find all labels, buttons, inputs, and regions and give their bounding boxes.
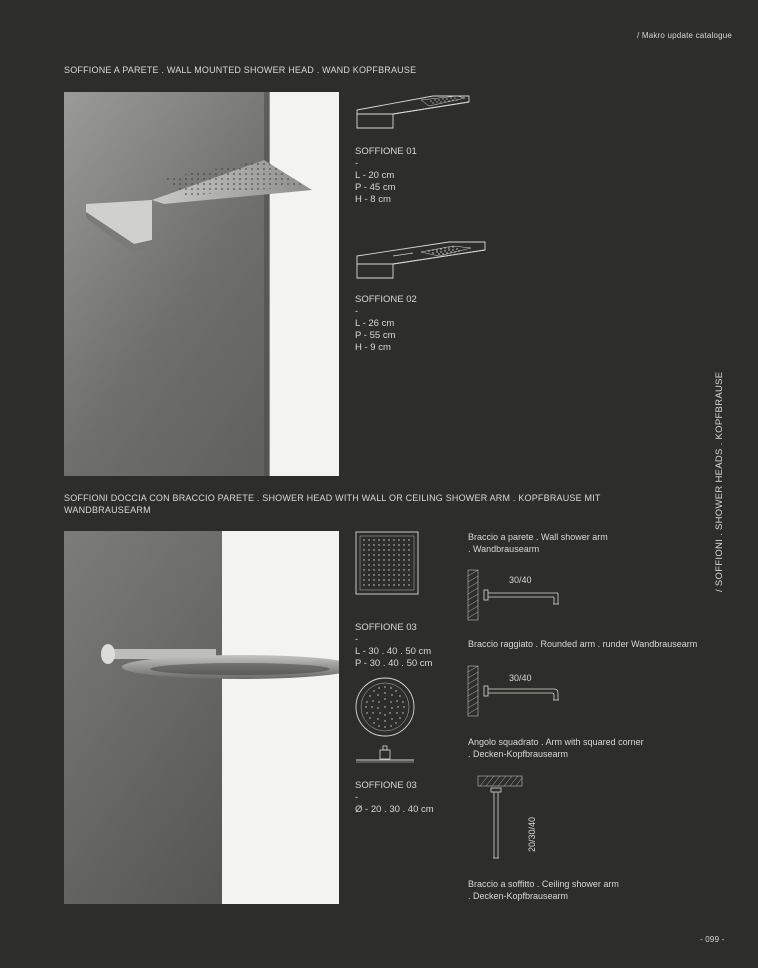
product-dim: L - 30 . 40 . 50 cm (355, 646, 432, 657)
page-number: - 099 - (700, 935, 725, 944)
section2-title-line2: WANDBRAUSEARM (64, 505, 151, 515)
arm-squared-caption (468, 736, 708, 760)
product-dash: - (355, 158, 359, 169)
product-photo-round-shower-head (64, 531, 339, 904)
arm-caption-line2: . Wandbrausearm (468, 544, 540, 554)
drawing-soffione-02 (353, 234, 489, 282)
product-dim: Ø - 20 . 30 . 40 cm (355, 804, 434, 815)
product-photo-wall-shower-head (64, 92, 339, 476)
product-soffione-01 (355, 146, 417, 206)
drawing-soffione-01 (353, 92, 473, 134)
arm-ceiling-size: 20/30/40 (527, 816, 537, 852)
drawing-round-head (354, 676, 416, 764)
section2-title-line1: SOFFIONI DOCCIA CON BRACCIO PARETE . SHOWER HEAD WITH WALL OR CEILING SHOWER ARM . KOPFBRAUSE MIT (64, 493, 601, 503)
product-soffione-03-round (355, 780, 434, 816)
product-dim: P - 45 cm (355, 182, 396, 193)
section2-title (64, 492, 674, 516)
product-dash: - (355, 792, 359, 803)
product-dim: H - 9 cm (355, 342, 391, 353)
product-soffione-02 (355, 294, 417, 354)
arm-wall-size: 30/40 (509, 575, 532, 585)
product-dim: H - 8 cm (355, 194, 391, 205)
product-dim: L - 20 cm (355, 170, 395, 181)
product-dim: P - 55 cm (355, 330, 396, 341)
arm-rounded-caption (468, 638, 708, 650)
product-dim: P - 30 . 40 . 50 cm (355, 658, 433, 669)
section1-title: SOFFIONE A PARETE . WALL MOUNTED SHOWER HEAD . WAND KOPFBRAUSE (64, 65, 417, 75)
drawing-ceiling-arm (476, 774, 526, 864)
product-name: SOFFIONE 01 (355, 146, 417, 157)
arm-ceiling-caption (468, 878, 708, 902)
arm-caption-line2: . Decken-Kopfbrausearm (468, 749, 569, 759)
product-name: SOFFIONE 03 (355, 780, 417, 791)
side-category-label: / SOFFIONI . SHOWER HEADS . KOPFBRAUSE (714, 371, 725, 592)
arm-caption-line1: Angolo squadrato . Arm with squared corner (468, 737, 644, 747)
product-name: SOFFIONE 03 (355, 622, 417, 633)
arm-wall-caption (468, 531, 708, 555)
product-dim: L - 26 cm (355, 318, 395, 329)
product-dash: - (355, 306, 359, 317)
product-soffione-03-square (355, 622, 432, 670)
arm-caption-line2: . Decken-Kopfbrausearm (468, 891, 569, 901)
product-dash: - (355, 634, 359, 645)
drawing-square-head (355, 531, 419, 595)
arm-rounded-size: 30/40 (509, 673, 532, 683)
product-name: SOFFIONE 02 (355, 294, 417, 305)
arm-caption-line1: Braccio a parete . Wall shower arm (468, 532, 608, 542)
arm-caption-line1: Braccio raggiato . Rounded arm . runder Wandbrausearm (468, 639, 698, 649)
catalogue-header: / Makro update catalogue (637, 31, 733, 40)
arm-caption-line1: Braccio a soffitto . Ceiling shower arm (468, 879, 619, 889)
